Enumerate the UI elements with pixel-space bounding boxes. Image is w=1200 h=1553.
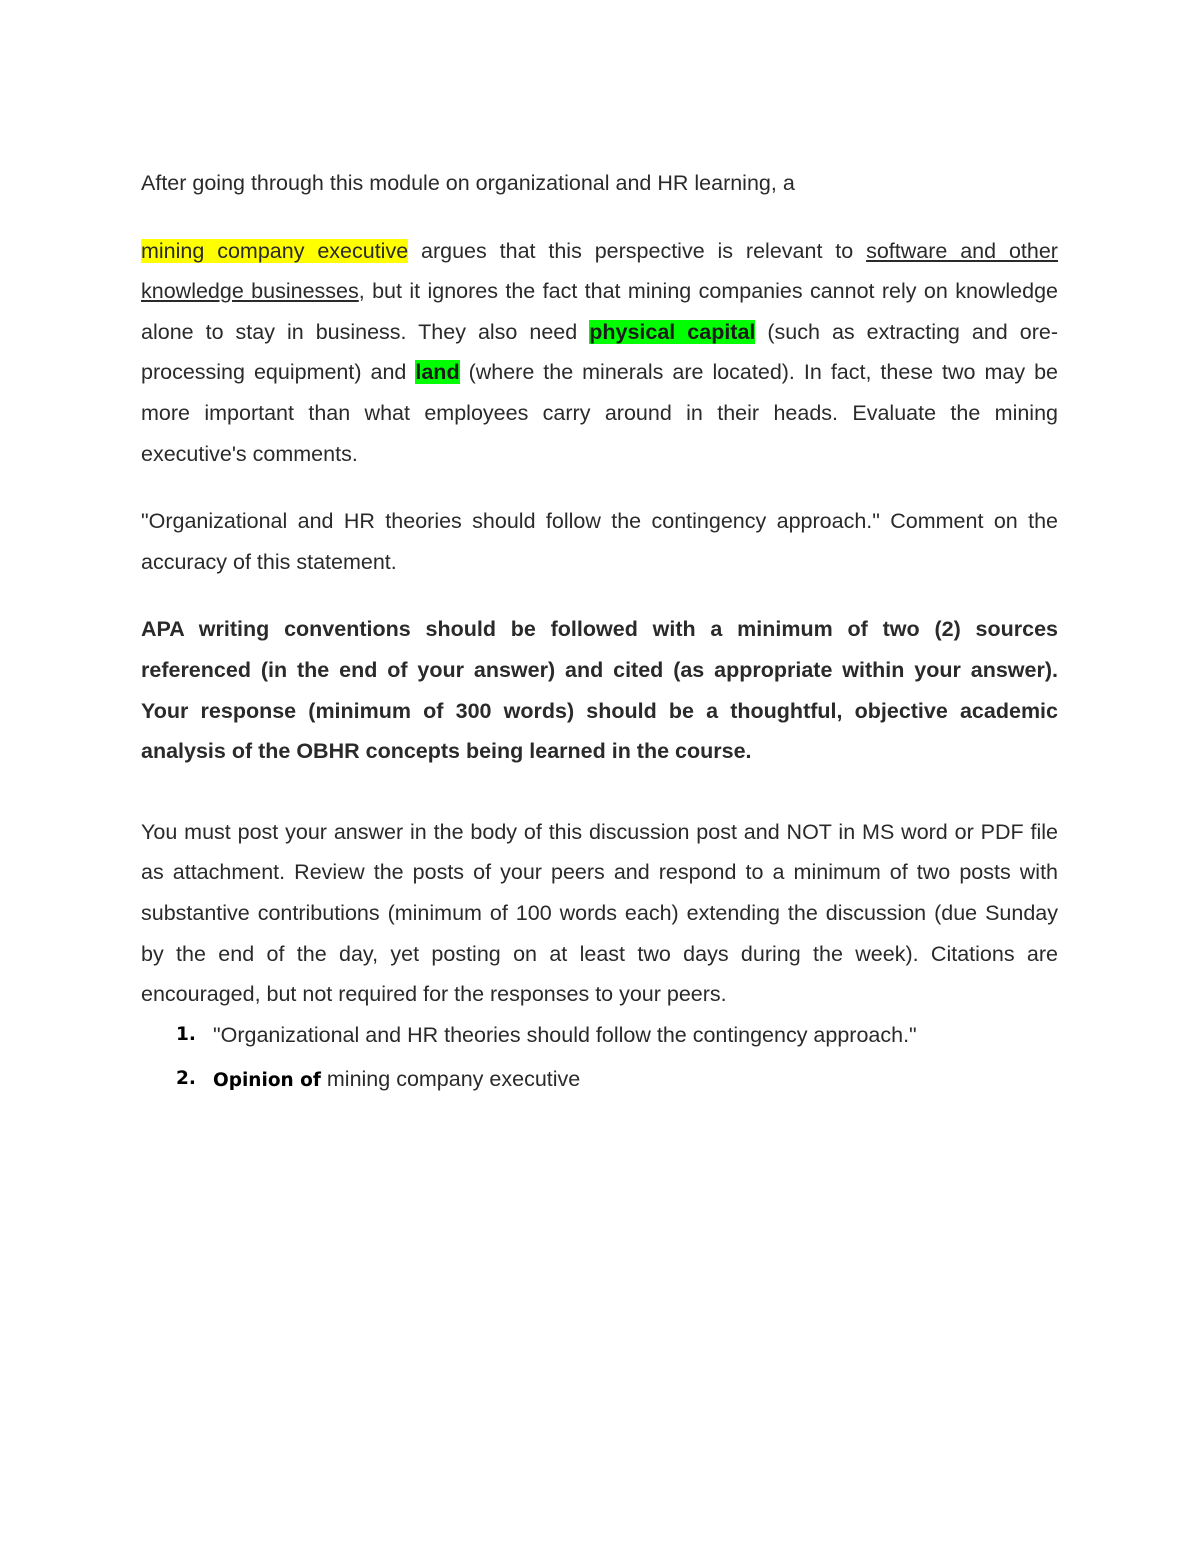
contingency-quote-paragraph: "Organizational and HR theories should follow the contingency approach." Comment on the accuracy of this statement. bbox=[141, 509, 1058, 574]
document-body bbox=[141, 163, 1058, 1105]
intro-paragraph: After going through this module on organizational and HR learning, a bbox=[141, 171, 795, 195]
list-item-text bbox=[213, 1059, 580, 1101]
executive-text-3: (such as extracting and ore-processing equipment) and bbox=[141, 319, 1058, 385]
list-number: 2. bbox=[176, 1067, 196, 1089]
underlined-software-businesses: software and other knowledge businesses bbox=[141, 238, 1058, 304]
highlight-mining-company-executive: mining company executive bbox=[141, 238, 409, 263]
executive-text-4: (where the minerals are located). In fact, these two may be more important than what employees carry around in their heads. Evaluate the mining executive's comments. bbox=[141, 360, 1058, 466]
posting-instructions-paragraph: You must post your answer in the body of this discussion post and NOT in MS word or PDF file as attachment. Review the posts of your peers and respond to a minimum of two posts with substantive contributions (minimum of 100 words each) extending the discussion (due Sunday by the end of the day, yet posting on at least two days during the week). Citations are encouraged, but not required for the responses to your peers. bbox=[141, 819, 1058, 1007]
opinion-of-subject: mining company executive bbox=[320, 1066, 581, 1091]
opinion-of-label: Opinion of bbox=[213, 1069, 321, 1091]
list-item bbox=[176, 1059, 1058, 1101]
numbered-list bbox=[141, 1015, 1058, 1101]
list-number: 1. bbox=[176, 1023, 196, 1045]
highlight-land: land bbox=[415, 360, 460, 385]
apa-instructions-paragraph: APA writing conventions should be followed with a minimum of two (2) sources referenced (in the end of your answer) and cited (as appropriate within your answer). Your response (minimum of 300 words) should be a thoughtful, objective academic analysis of the OBHR concepts being learned in the course. bbox=[141, 617, 1058, 764]
executive-text-1: argues that this perspective is relevant to bbox=[408, 238, 867, 263]
list-item-text: "Organizational and HR theories should follow the contingency approach." bbox=[213, 1022, 917, 1047]
list-item bbox=[176, 1015, 1058, 1055]
executive-text-2: , but it ignores the fact that mining companies cannot rely on knowledge alone to stay in business. They also need bbox=[141, 279, 1058, 344]
executive-paragraph bbox=[141, 231, 1058, 475]
highlight-physical-capital: physical capital bbox=[589, 319, 756, 344]
